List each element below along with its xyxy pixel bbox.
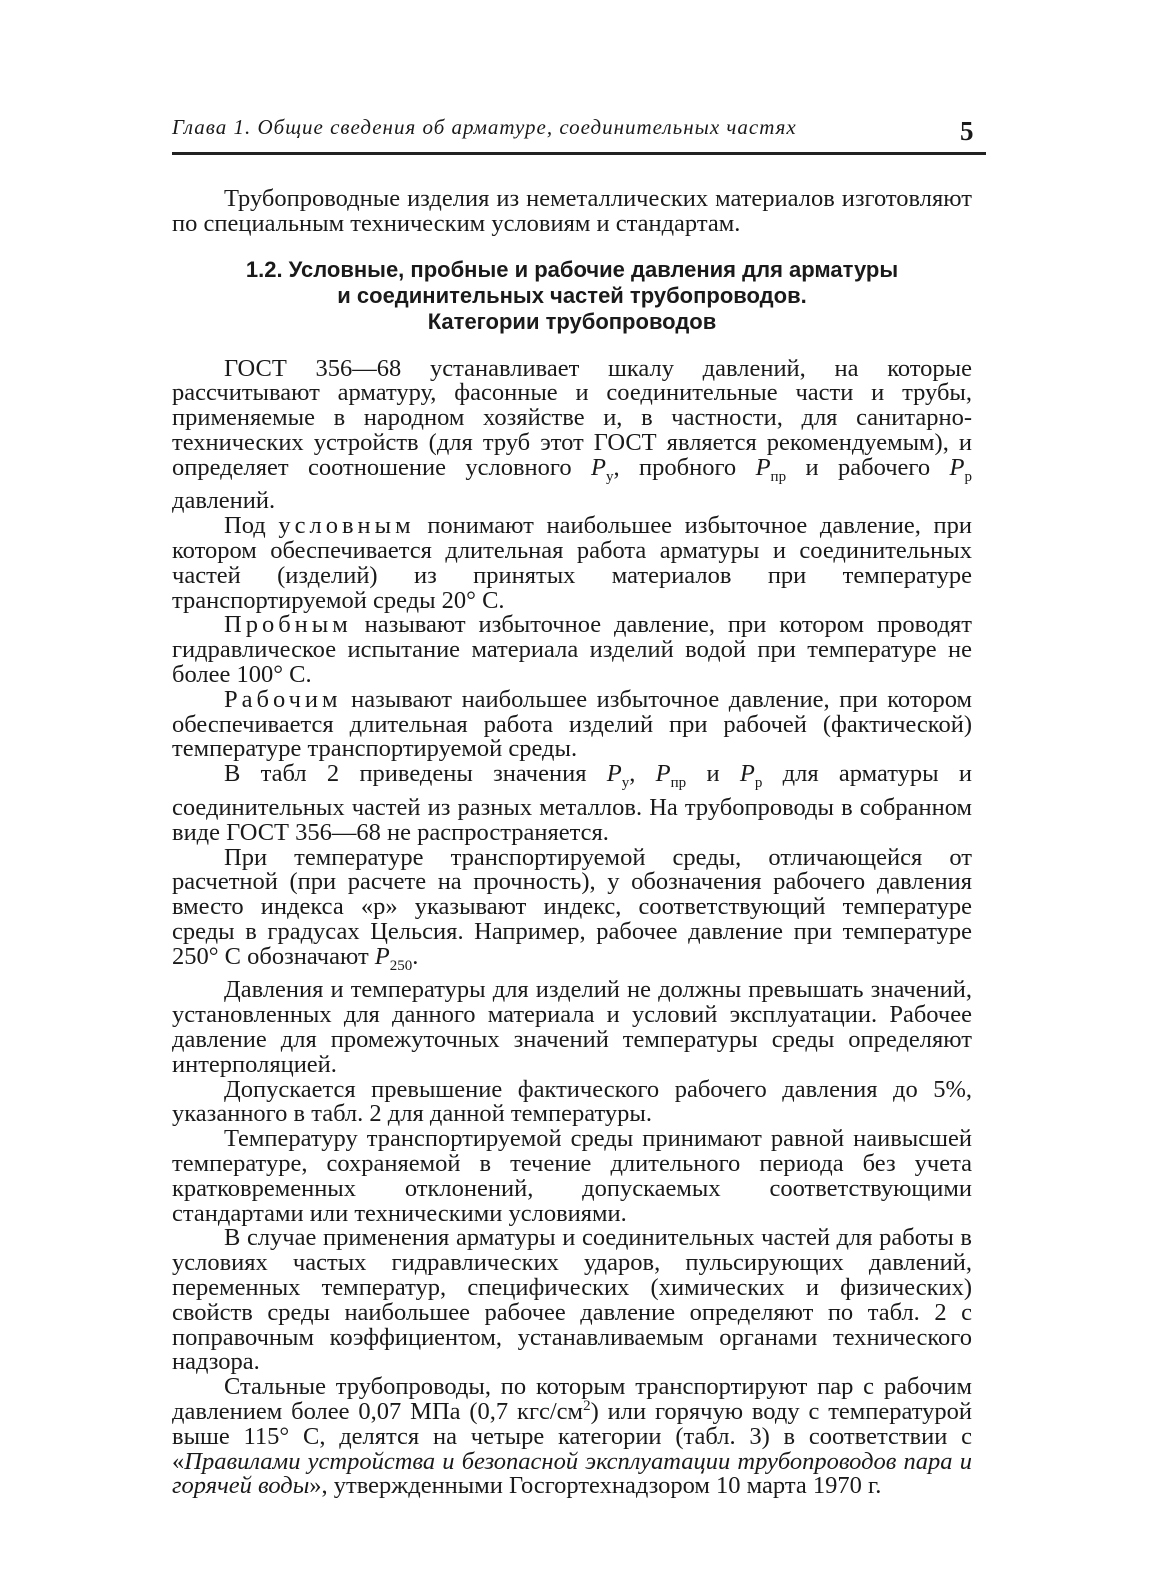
paragraph-medium-temperature: Температуру транспортируемой среды принимают равной наивысшей температуре, сохраняемой в течение длительного периода без учета кратковременных отклонений, допускаемых соответствующими стандартами или техническими условиями.	[172, 1125, 972, 1227]
term-conditional: условным	[278, 512, 415, 540]
paragraph-hydraulic-shocks: В случае применения арматуры и соединительных частей для работы в условиях частых гидравлических ударов, пульсирующих давлений, переменных температур, специфических (химических и физических) свойств среды наибольшее рабочее давление определяют по табл. 2 с поправочным коэффициентом, устанавливаемым органами технического надзора.	[172, 1224, 972, 1376]
symbol-p: P	[655, 760, 671, 788]
term-test: Пробным	[224, 611, 352, 639]
rules-title: Правилами устройства и безопасной эксплуатации трубопроводов пара и горячей воды	[172, 1447, 972, 1500]
section-heading-line-2: и соединительных частей трубопроводов.	[337, 282, 807, 308]
paragraph-conditional: Под условным понимают наибольшее избыточное давление, при котором обеспечивается длительная работа арматуры и соединительных частей (изделий) из принятых материалов при температуре транспортируемой среды 20° С.	[172, 512, 973, 614]
term-working: Рабочим	[224, 685, 342, 713]
paragraph-excess: Допускается превышение фактического рабочего давления до 5%, указанного в табл. 2 для данной температуры.	[172, 1075, 972, 1128]
symbol-p: P	[606, 760, 622, 788]
symbol-p: P	[755, 453, 771, 481]
running-header-title: Глава 1. Общие сведения об арматуре, соединительных частях	[172, 115, 797, 139]
intro-paragraph: Трубопроводные изделия из неметаллических материалов изготовляют по специальным техническим условиям и стандартам.	[172, 185, 972, 237]
symbol-p: P	[591, 453, 606, 481]
paragraph-limits: Давления и температуры для изделий не должны превышать значений, установленных для данного материала и условий эксплуатации. Рабочее давление для промежуточных значений температуры среды определяют интерполяцией.	[172, 976, 972, 1078]
section-heading	[172, 257, 972, 335]
symbol-p: P	[374, 942, 390, 970]
paragraph-test: Пробным называют избыточное давление, при котором проводят гидравлическое испытание материала изделий водой при температуре не более 100° С.	[172, 611, 972, 689]
page-number: 5	[960, 116, 974, 146]
body-text	[172, 187, 972, 1499]
paragraph-temperature-index: При температуре транспортируемой среды, отличающейся от расчетной (при расчете на прочность), у обозначения рабочего давления вместо индекса «р» указывают индекс, соответствующий температуре среды в градусах Цельсия. Например, рабочее давление при температуре 250° С обозначают $P_{250}$.	[172, 843, 972, 974]
paragraph-table-2: В табл 2 приведены значения $P_у$, $P_{пр}$ и $P_р$ для арматуры и соединительных частей из разных металлов. На трубопроводы в собранном виде ГОСТ 356—68 не распространяется.	[172, 760, 972, 846]
paragraph-working: Рабочим называют наибольшее избыточное давление, при котором обеспечивается длительная работа изделий при рабочей (фактической) температуре транспортируемой среды.	[172, 685, 972, 763]
paragraph-steel-pipelines: Стальные трубопроводы, по которым транспортируют пар с рабочим давлением более 0,07 МПа (0,7 кгс/$см^2$) или горячую воду с температурой выше 115° С, делятся на четыре категории (табл. 3) в соответствии с «Правилами устройства и безопасной эксплуатации трубопроводов пара и горячей воды», утвержденными Госгортехнадзором 10 марта 1970 г.	[172, 1373, 972, 1500]
symbol-p: P	[949, 453, 965, 481]
paragraph-gost: ГОСТ 356—68 устанавливает шкалу давлений, на которые рассчитывают арматуру, фасонные и соединительные части и трубы, применяемые в народном хозяйстве и, в частности, для санитарно-технических устройств (для труб этот ГОСТ является рекомендуемым), и определяет соотношение условного $P_у$, пробного $P_{пр}$ и рабочего $P_р$ давлений.	[172, 354, 972, 515]
section-heading-line-3: Категории трубопроводов	[427, 308, 717, 334]
section-heading-line-1: 1.2. Условные, пробные и рабочие давления для арматуры	[245, 256, 899, 282]
symbol-p: P	[739, 760, 755, 788]
header-rule	[172, 152, 986, 155]
